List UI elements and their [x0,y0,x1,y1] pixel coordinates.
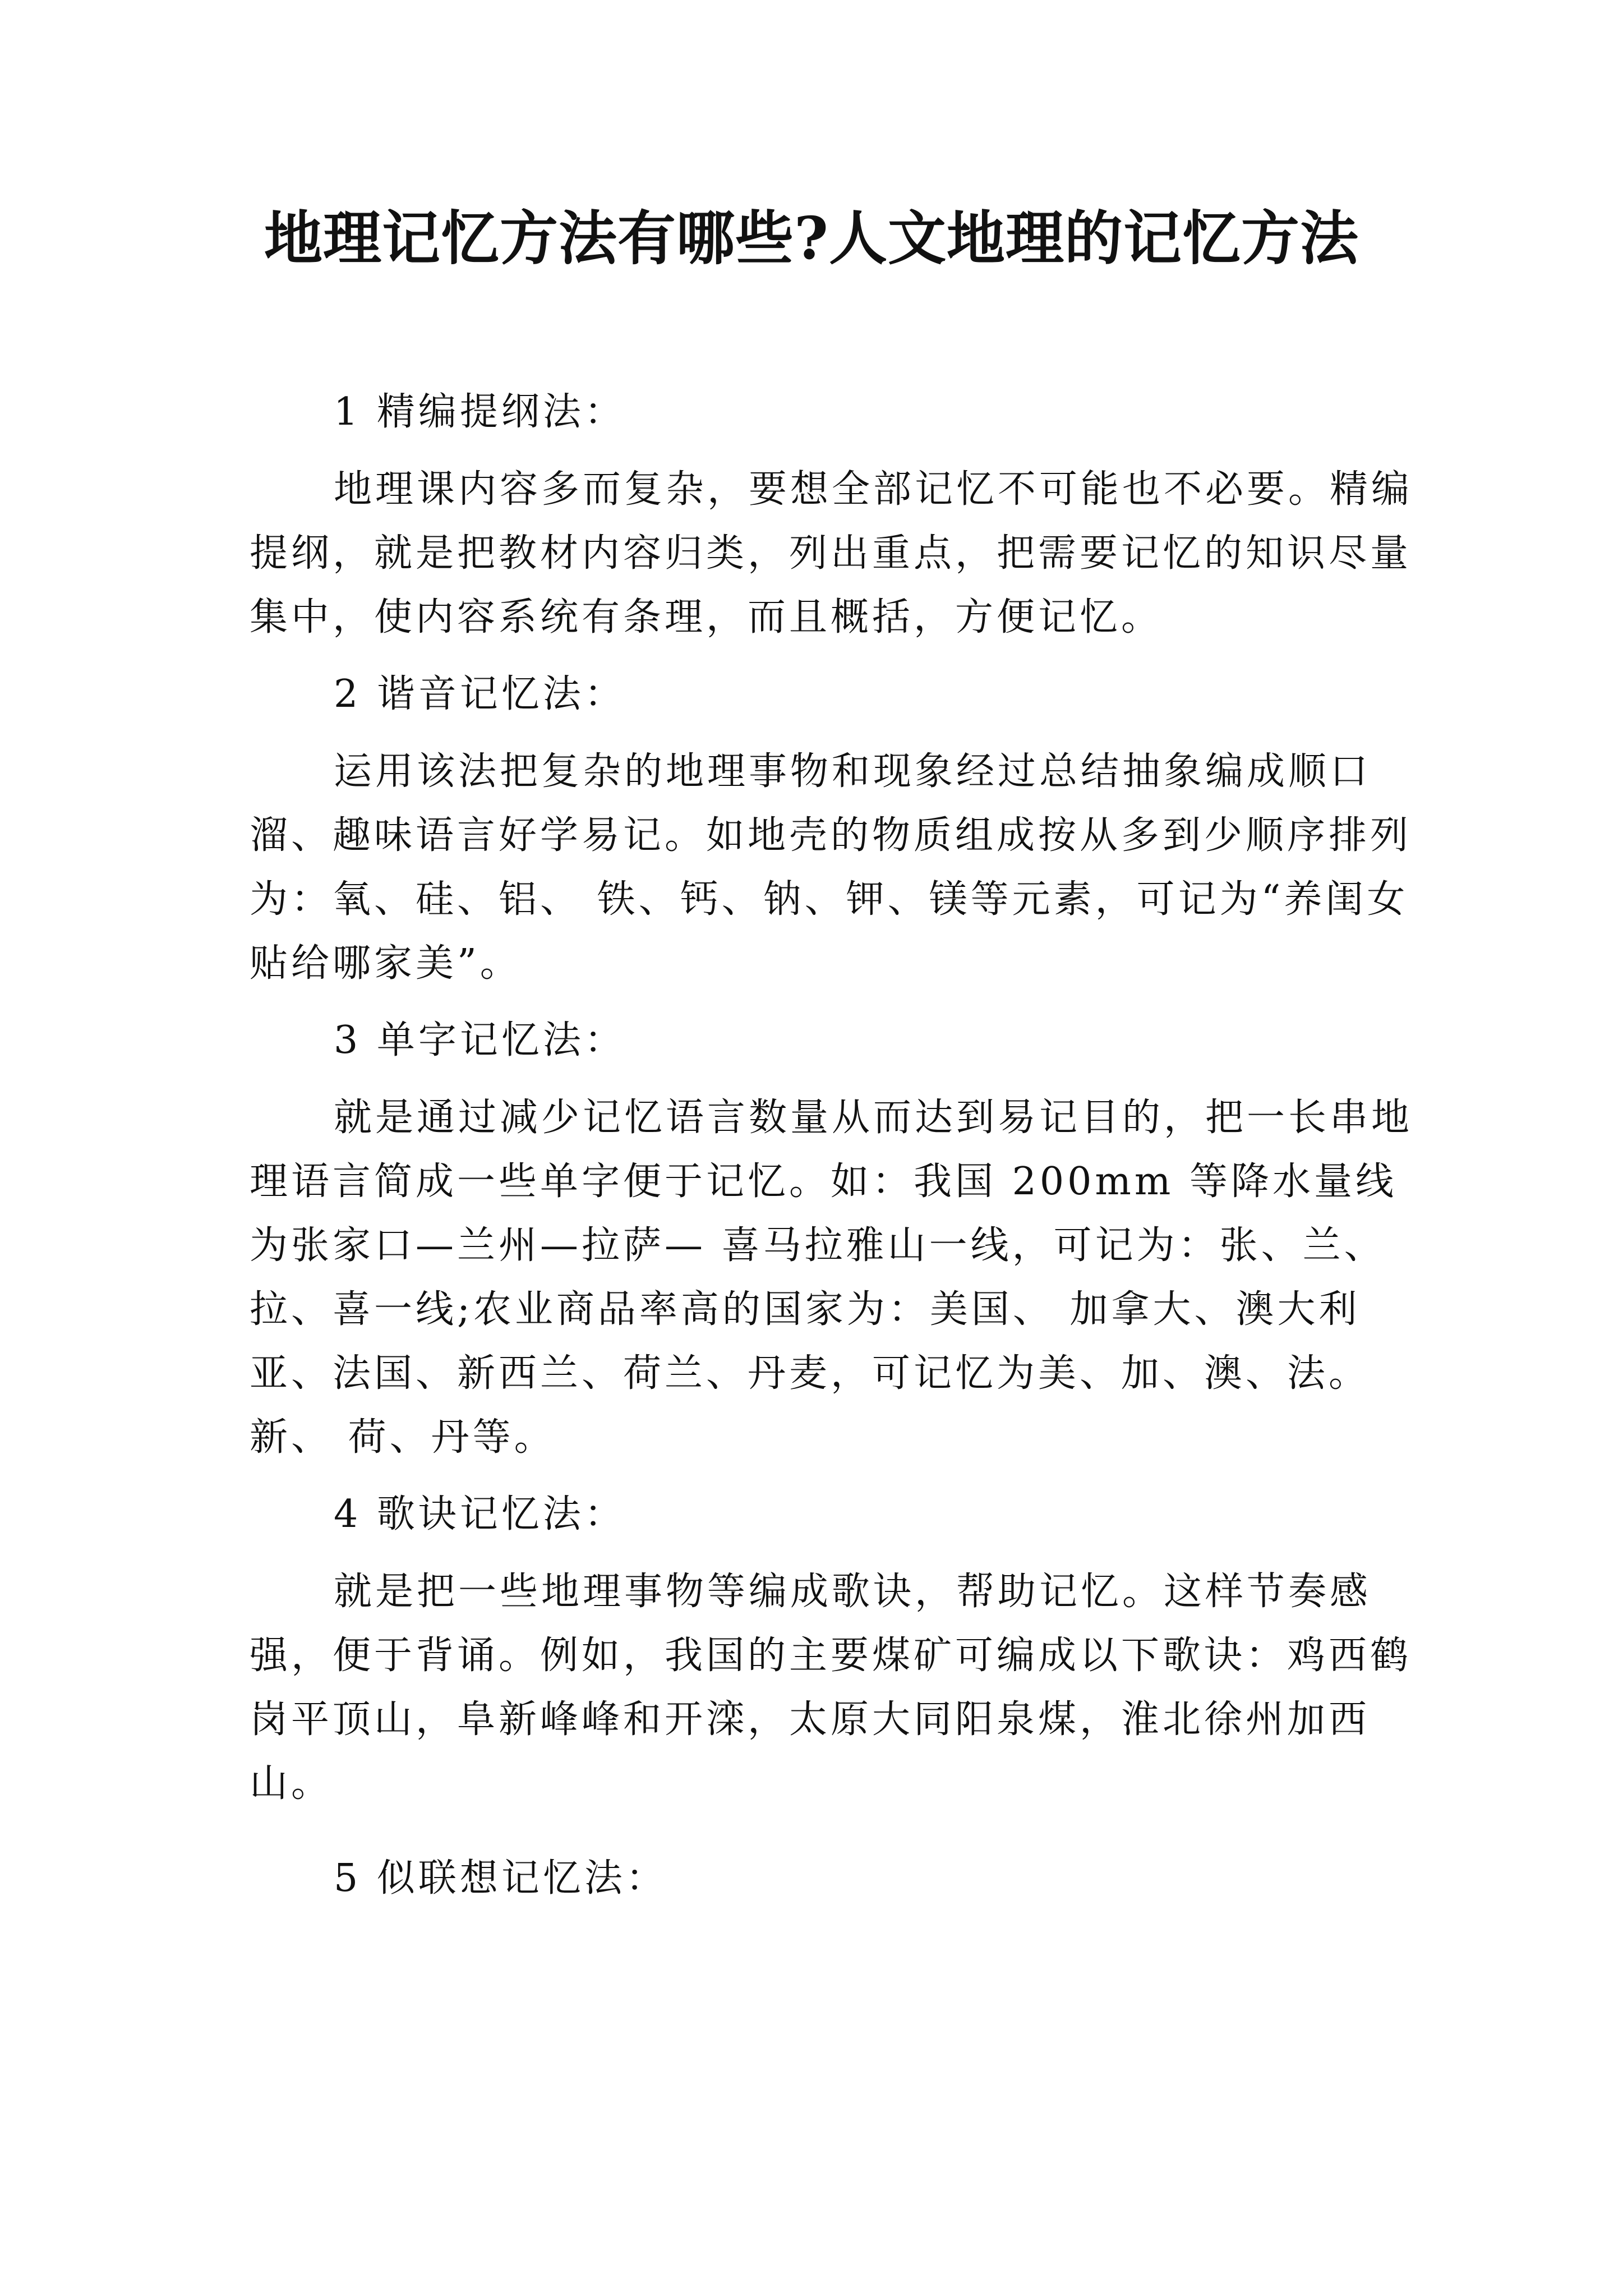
section-heading: 1 精编提纲法： [334,390,626,434]
section-paragraph: 运用该法把复杂的地理事物和现象经过总结抽象编成顺口溜、趣味语言好学易记。如地壳的物质组成按从多到少顺序排列为：氧、硅、铝、 铁、钙、钠、钾、镁等元素，可记为“养闺女贴给哪家美”。 [250,749,1412,986]
section-paragraph: 地理课内容多而复杂，要想全部记忆不可能也不必要。精编提纲，就是把教材内容归类，列出重点，把需要记忆的知识尽量集中，使内容系统有条理，而且概括，方便记忆。 [250,467,1413,639]
section-heading: 4 歌诀记忆法： [334,1492,626,1536]
section-paragraph: 就是通过减少记忆语言数量从而达到易记目的，把一长串地理语言简成一些单字便于记忆。如：我国 200mm 等降水量线为张家口—兰州—拉萨— 喜马拉雅山一线，可记为：张、兰、拉、喜一线;农业商品率高的国家为：美国、 加拿大、澳大利亚、法国、新西兰、荷兰、丹麦，可记忆为美、加、澳、法。新、 荷、丹等。 [250,1095,1413,1460]
document-title: 地理记忆方法有哪些?人文地理的记忆方法 [264,204,1359,273]
section-paragraph: 就是把一些地理事物等编成歌诀，帮助记忆。这样节奏感强，便于背诵。例如，我国的主要煤矿可编成以下歌诀：鸡西鹤岗平顶山，阜新峰峰和开滦，太原大同阳泉煤，淮北徐州加西山。 [250,1569,1412,1806]
section-heading: 2 谐音记忆法： [334,672,626,716]
section-heading: 5 似联想记忆法： [334,1856,667,1901]
document-body [250,380,1416,1924]
section-heading: 3 单字记忆法： [334,1018,626,1062]
